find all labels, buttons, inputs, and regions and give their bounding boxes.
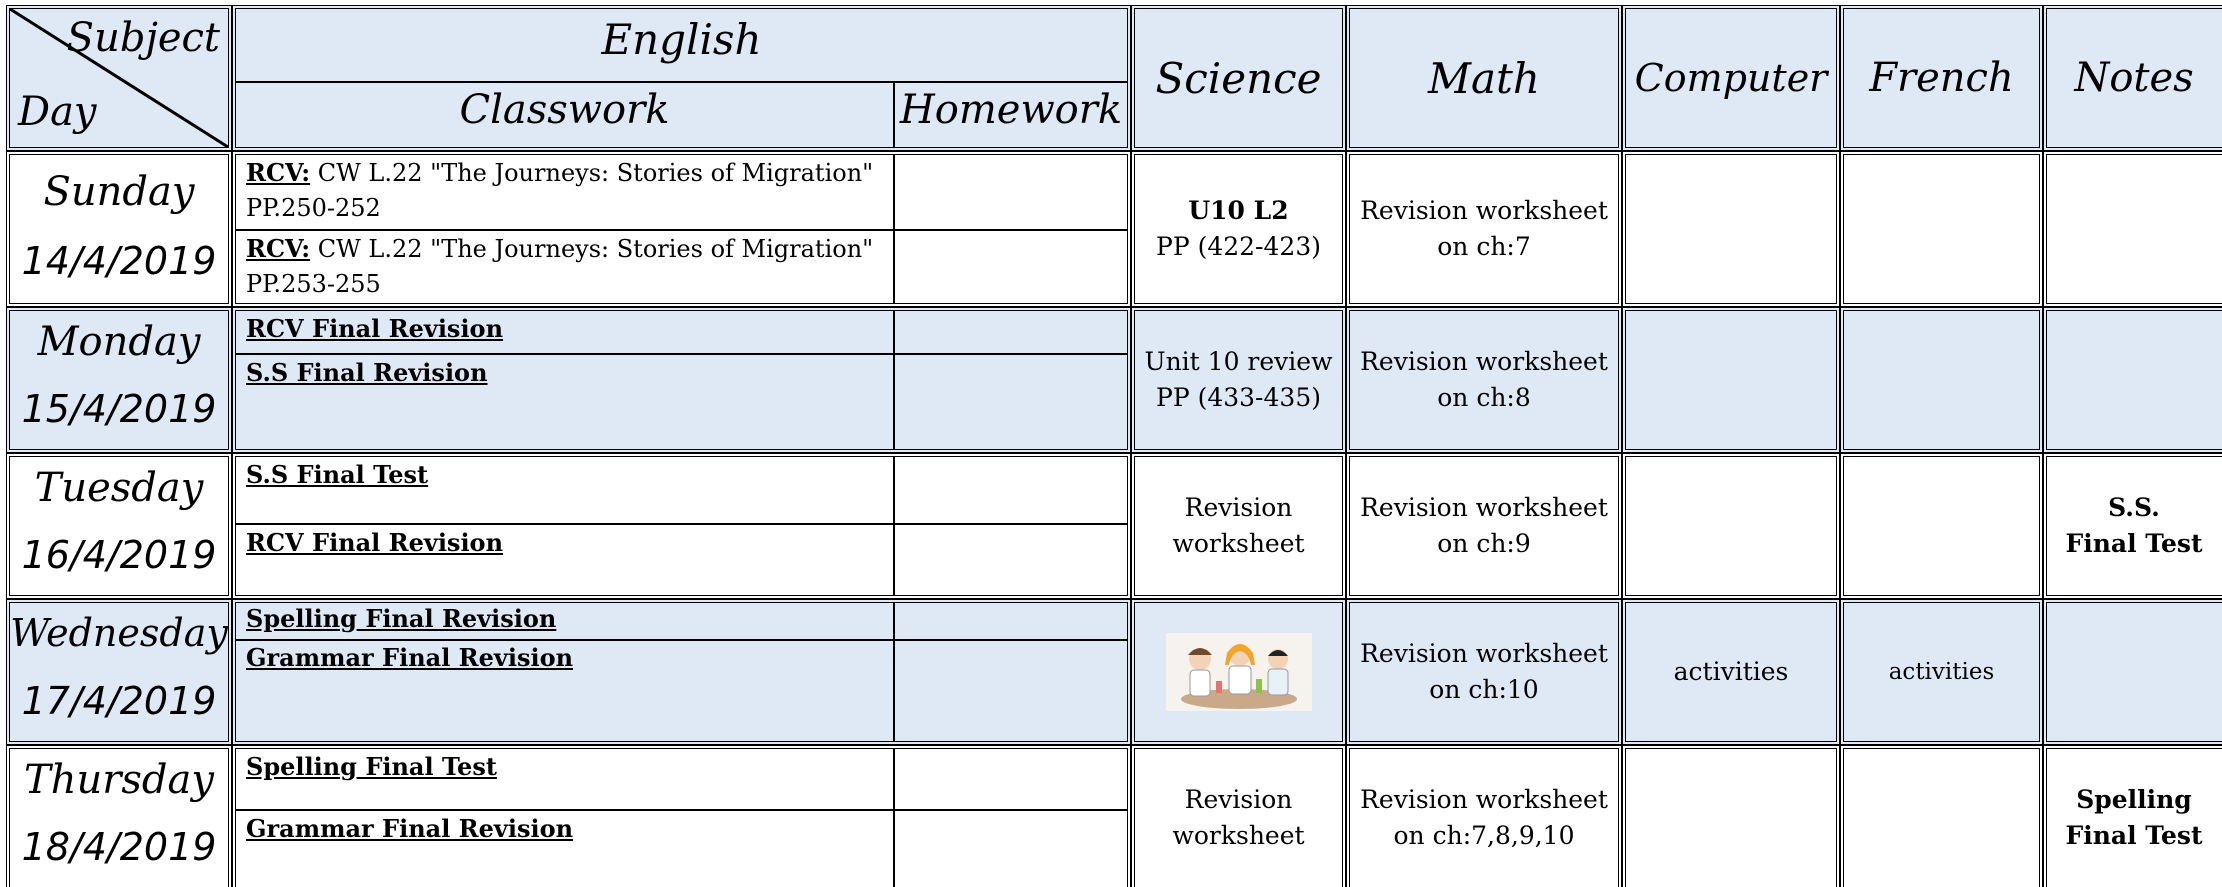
notes-cell [2043, 745, 2222, 887]
science-line: worksheet [1172, 821, 1305, 850]
day-date: 14/4/2019 [21, 239, 217, 283]
french-header-cell [1840, 5, 2043, 151]
computer-text: activities [1673, 657, 1789, 686]
science-cell [1131, 307, 1346, 453]
math-cell [1346, 599, 1622, 745]
english-header: English [601, 15, 762, 64]
math-line: on ch:8 [1437, 383, 1531, 412]
homework-header: Homework [899, 87, 1123, 133]
day-date: 16/4/2019 [21, 533, 217, 577]
classwork-tag: RCV Final Revision [246, 314, 504, 343]
french-cell [1840, 151, 2043, 307]
homework-divider [893, 603, 895, 741]
day-cell [6, 599, 232, 745]
english-cell [232, 453, 1131, 599]
math-cell [1346, 745, 1622, 887]
science-line: PP (433-435) [1156, 383, 1321, 412]
math-line: on ch:7 [1437, 232, 1531, 261]
homework-divider [893, 457, 895, 595]
math-line: Revision worksheet [1360, 493, 1608, 522]
classwork-tag: S.S Final Test [246, 460, 429, 489]
day-name: Tuesday [34, 465, 204, 511]
english-header-cell [232, 5, 1131, 151]
classwork-tag: Grammar Final Revision [246, 814, 574, 843]
classwork-text: CW L.22 "The Journeys: Stories of Migration" PP.253-255 [246, 235, 874, 298]
english-cell [232, 745, 1131, 887]
science-cell [1131, 599, 1346, 745]
french-text: activities [1888, 659, 1995, 685]
classwork-tag: Spelling Final Test [246, 752, 497, 781]
day-cell [6, 151, 232, 307]
french-cell [1840, 745, 2043, 887]
classwork-item [236, 525, 893, 591]
scientists-clipart-icon [1166, 633, 1312, 711]
french-cell [1840, 453, 2043, 599]
computer-cell [1622, 151, 1840, 307]
science-header: Science [1155, 53, 1322, 103]
math-line: Revision worksheet [1360, 196, 1608, 225]
math-line: on ch:9 [1437, 529, 1531, 558]
classwork-tag: RCV: [246, 234, 311, 263]
science-line: worksheet [1172, 529, 1305, 558]
classwork-tag: Spelling Final Revision [246, 604, 557, 633]
day-cell [6, 453, 232, 599]
classwork-item [236, 457, 893, 523]
classwork-item [236, 311, 893, 353]
science-line: Unit 10 review [1144, 347, 1333, 376]
computer-header: Computer [1634, 56, 1828, 100]
classwork-item [236, 811, 893, 871]
classwork-text: CW L.22 "The Journeys: Stories of Migration" PP.250-252 [246, 159, 874, 222]
english-cell [232, 599, 1131, 745]
science-cell [1131, 745, 1346, 887]
day-cell [6, 307, 232, 453]
computer-header-cell [1622, 5, 1840, 151]
notes-header: Notes [2074, 55, 2194, 101]
math-line: Revision worksheet [1360, 639, 1608, 668]
math-line: on ch:7,8,9,10 [1393, 821, 1575, 850]
classwork-item [236, 749, 893, 809]
notes-cell [2043, 151, 2222, 307]
science-line: Revision [1184, 493, 1293, 522]
notes-header-cell [2043, 5, 2222, 151]
homework-divider [893, 311, 895, 449]
notes-cell [2043, 307, 2222, 453]
computer-cell [1622, 599, 1840, 745]
math-header-cell [1346, 5, 1622, 151]
day-date: 17/4/2019 [21, 679, 217, 723]
math-line: on ch:10 [1429, 675, 1539, 704]
english-cell [232, 307, 1131, 453]
day-name: Sunday [43, 169, 195, 215]
science-header-cell [1131, 5, 1346, 151]
classwork-tag: RCV Final Revision [246, 528, 504, 557]
day-label: Day [18, 89, 97, 135]
day-name: Monday [37, 319, 201, 365]
classwork-tag: RCV: [246, 158, 311, 187]
day-date: 15/4/2019 [21, 387, 217, 431]
computer-cell [1622, 307, 1840, 453]
math-cell [1346, 453, 1622, 599]
classwork-item [236, 231, 893, 305]
science-cell [1131, 151, 1346, 307]
math-cell [1346, 307, 1622, 453]
english-header-divider [236, 81, 1127, 83]
classwork-item [236, 355, 893, 397]
notes-cell [2043, 453, 2222, 599]
homework-divider [893, 749, 895, 887]
classwork-tag: S.S Final Revision [246, 358, 488, 387]
french-cell [1840, 307, 2043, 453]
computer-cell [1622, 745, 1840, 887]
science-line: PP (422-423) [1156, 232, 1321, 261]
french-header: French [1869, 55, 2014, 101]
day-name: Wednesday [10, 611, 228, 655]
classwork-item [236, 641, 893, 681]
notes-line: Final Test [2065, 529, 2203, 558]
notes-line: Final Test [2065, 821, 2203, 850]
corner-header-cell [6, 5, 232, 151]
classwork-item [236, 155, 893, 229]
classwork-item [236, 603, 893, 639]
math-cell [1346, 151, 1622, 307]
science-cell [1131, 453, 1346, 599]
notes-line: Spelling [2076, 785, 2192, 814]
computer-cell [1622, 453, 1840, 599]
math-line: Revision worksheet [1360, 347, 1608, 376]
subject-label: Subject [66, 15, 220, 61]
math-header: Math [1428, 53, 1540, 103]
day-cell [6, 745, 232, 887]
notes-line: S.S. [2108, 493, 2160, 522]
notes-cell [2043, 599, 2222, 745]
classwork-header: Classwork [459, 87, 670, 133]
english-cell [232, 151, 1131, 307]
math-line: Revision worksheet [1360, 785, 1608, 814]
science-line: Revision [1184, 785, 1293, 814]
day-date: 18/4/2019 [21, 825, 217, 869]
classwork-tag: Grammar Final Revision [246, 643, 574, 672]
french-cell [1840, 599, 2043, 745]
science-line: U10 L2 [1188, 196, 1289, 225]
day-name: Thursday [24, 757, 214, 803]
